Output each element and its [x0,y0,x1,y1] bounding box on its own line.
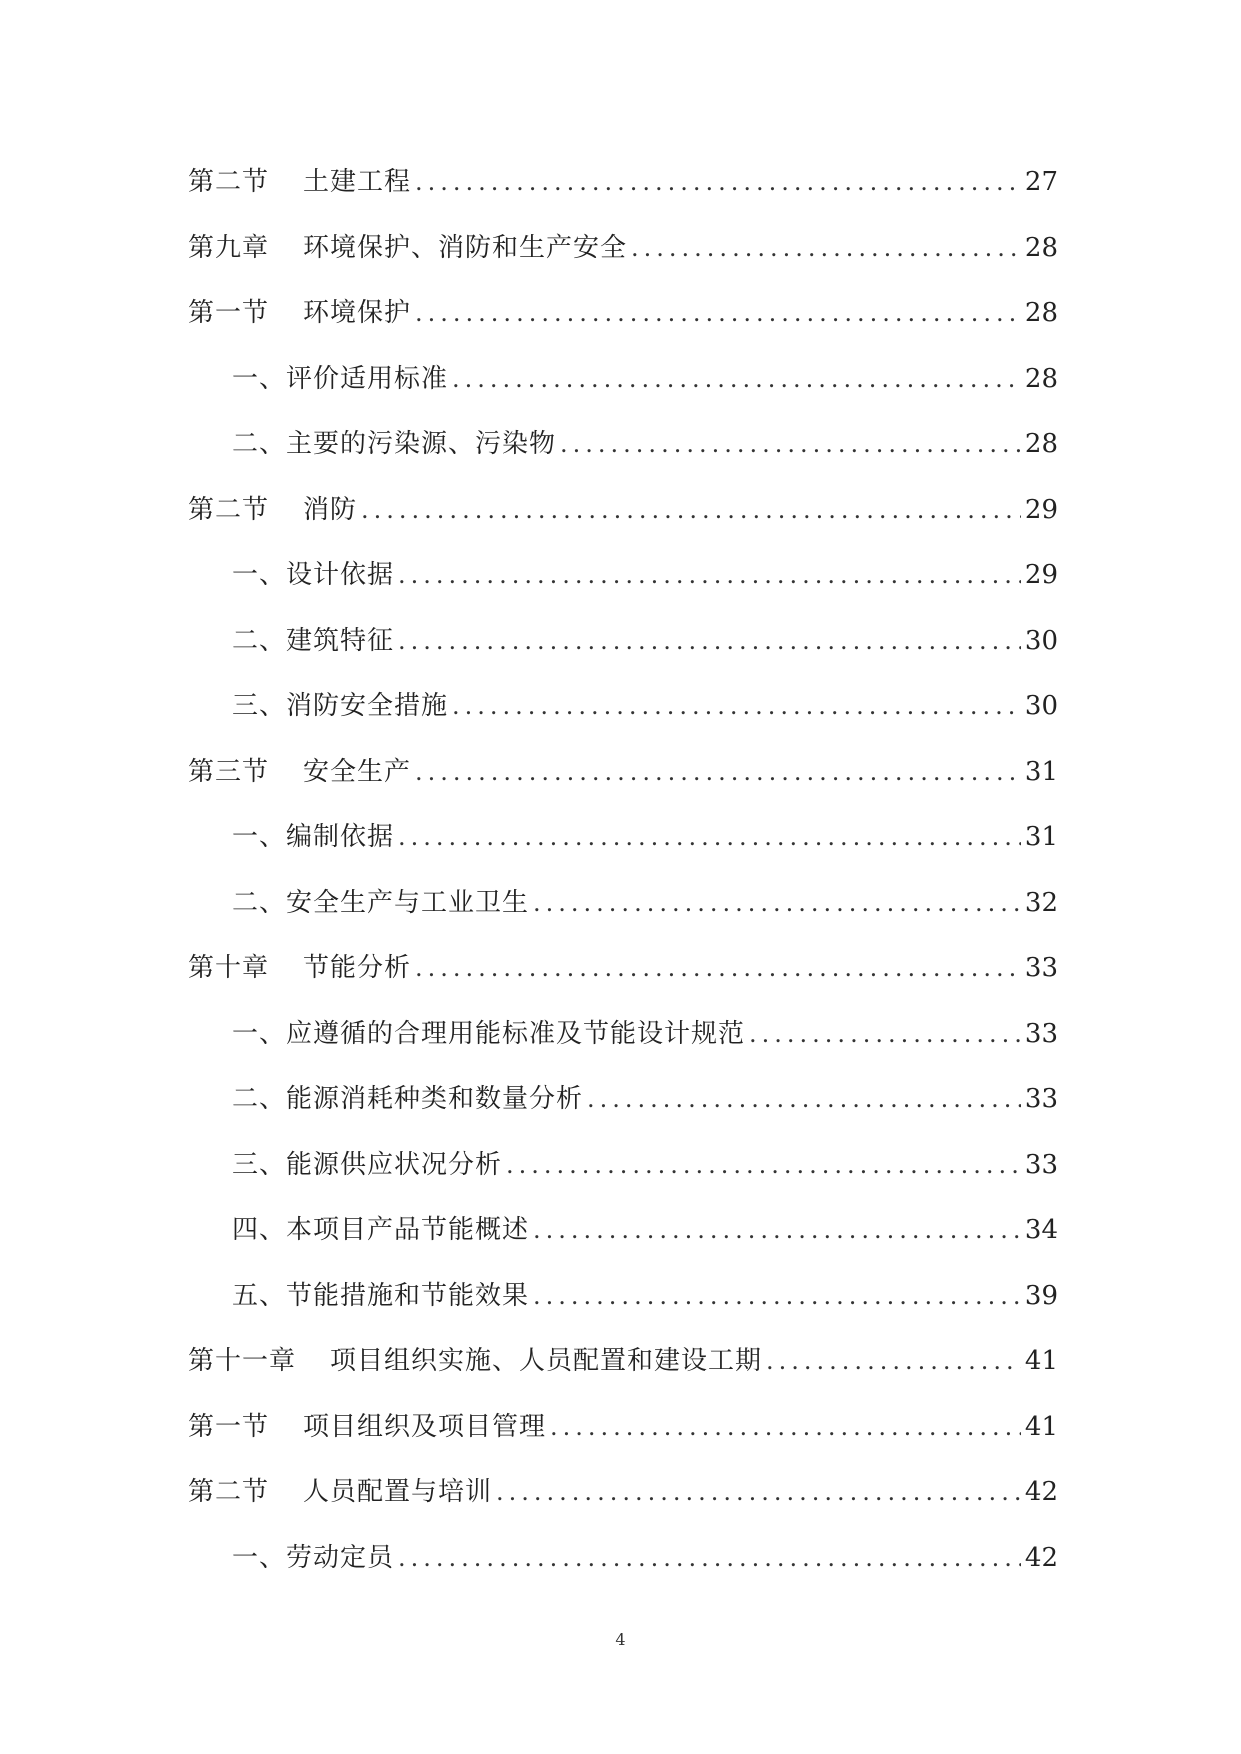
toc-entry-prefix: 五、 [232,1280,287,1311]
toc-dot-leader [766,1329,1021,1395]
toc-entry-label [232,412,556,478]
toc-entry[interactable] [188,216,1058,282]
toc-entry[interactable] [188,1460,1058,1526]
toc-entry-title: 节能措施和节能效果 [286,1280,530,1311]
toc-entry-prefix: 三、 [232,691,287,721]
toc-entry-label [232,543,394,609]
toc-entry-prefix: 第一节 [188,298,270,328]
toc-entry-prefix: 四、 [232,1215,287,1245]
toc-entry[interactable] [188,1002,1058,1068]
toc-entry-prefix: 一、 [232,560,287,590]
toc-entry-label [232,1526,394,1592]
toc-entry-title: 消防 [303,494,358,525]
toc-entry-label [232,347,448,413]
toc-entry-prefix: 一、 [232,363,287,394]
toc-dot-leader [415,150,1021,216]
toc-entry-page-number: 42 [1024,1477,1058,1507]
toc-entry-prefix: 第三节 [188,756,270,787]
toc-entry[interactable] [188,740,1058,806]
toc-entry-prefix: 一、 [232,1542,287,1573]
toc-entry-title: 本项目产品节能概述 [286,1215,530,1245]
toc-entry-prefix: 三、 [232,1149,287,1180]
toc-entry-page-number: 29 [1024,560,1058,590]
toc-dot-leader [361,478,1021,544]
toc-entry-prefix: 二、 [232,429,287,459]
toc-entry[interactable] [188,412,1058,478]
toc-entry-label [188,216,627,282]
toc-entry[interactable] [188,347,1058,413]
toc-entry-page-number: 34 [1024,1215,1058,1245]
toc-entry-page-number: 31 [1024,822,1058,852]
toc-entry-page-number: 28 [1024,429,1058,459]
toc-entry-label [232,1002,745,1068]
toc-dot-leader [533,1264,1021,1330]
toc-entry-page-number: 39 [1024,1280,1058,1311]
toc-entry-label [188,936,411,1002]
toc-entry[interactable] [188,871,1058,937]
toc-dot-leader [452,347,1021,413]
toc-entry-title: 环境保护、消防和生产安全 [303,232,628,263]
toc-entry-label [232,1067,583,1133]
toc-entry[interactable] [188,1395,1058,1461]
toc-entry[interactable] [188,1329,1058,1395]
toc-entry-title: 主要的污染源、污染物 [286,429,557,459]
toc-entry-title: 安全生产 [303,756,412,787]
toc-entry-page-number: 31 [1024,756,1058,787]
toc-entry-prefix: 一、 [232,822,287,852]
toc-entry-prefix: 二、 [232,1084,287,1114]
toc-entry-label [188,1460,492,1526]
toc-entry-page-number: 33 [1024,953,1058,983]
toc-entry-label [188,1395,546,1461]
toc-entry-label [232,805,394,871]
toc-dot-leader [415,281,1021,347]
toc-entry-page-number: 41 [1024,1346,1058,1376]
toc-entry-page-number: 42 [1024,1542,1058,1573]
toc-entry-title: 劳动定员 [286,1542,395,1573]
toc-entry-title: 应遵循的合理用能标准及节能设计规范 [286,1018,746,1049]
toc-dot-leader [533,1198,1021,1264]
toc-entry-page-number: 32 [1024,887,1058,918]
toc-entry-label [232,1133,502,1199]
toc-entry-label [188,1329,762,1395]
toc-entry-label [188,150,411,216]
toc-entry-label [188,281,411,347]
toc-dot-leader [398,609,1021,675]
toc-entry-label [232,871,529,937]
toc-entry-label [188,478,357,544]
toc-entry[interactable] [188,150,1058,216]
toc-entry-title: 评价适用标准 [286,363,449,394]
toc-entry-title: 设计依据 [286,560,395,590]
toc-entry-title: 人员配置与培训 [303,1477,493,1507]
toc-entry-title: 项目组织及项目管理 [303,1411,547,1442]
toc-entry-page-number: 33 [1024,1084,1058,1114]
toc-dot-leader [587,1067,1021,1133]
toc-entry[interactable] [188,936,1058,1002]
toc-entry-page-number: 30 [1024,625,1058,656]
page-number: 4 [615,1630,626,1649]
toc-entry-label [232,1264,529,1330]
toc-dot-leader [452,674,1021,740]
toc-entry-title: 消防安全措施 [286,691,449,721]
toc-entry-label [188,740,411,806]
toc-entry-prefix: 第一节 [188,1411,270,1442]
toc-entry[interactable] [188,674,1058,740]
toc-entry-prefix: 第十一章 [188,1346,297,1376]
toc-entry-title: 项目组织实施、人员配置和建设工期 [330,1346,763,1376]
toc-entry[interactable] [188,1526,1058,1592]
toc-dot-leader [398,1526,1021,1592]
toc-dot-leader [506,1133,1021,1199]
toc-entry-prefix: 第二节 [188,167,270,197]
toc-entry[interactable] [188,805,1058,871]
toc-dot-leader [496,1460,1021,1526]
toc-dot-leader [631,216,1021,282]
toc-entry-page-number: 29 [1024,494,1058,525]
toc-entry[interactable] [188,1133,1058,1199]
toc-entry-title: 土建工程 [303,167,412,197]
toc-entry-title: 能源消耗种类和数量分析 [286,1084,584,1114]
toc-entry-label [232,1198,529,1264]
toc-dot-leader [398,805,1021,871]
toc-entry[interactable] [188,1198,1058,1264]
toc-entry-prefix: 二、 [232,887,287,918]
toc-dot-leader [533,871,1021,937]
toc-dot-leader [398,543,1021,609]
toc-entry-label [232,674,448,740]
toc-entry-page-number: 30 [1024,691,1058,721]
toc-entry[interactable] [188,1067,1058,1133]
toc-entry[interactable] [188,1264,1058,1330]
toc-dot-leader [749,1002,1021,1068]
toc-dot-leader [560,412,1021,478]
toc-entry-title: 环境保护 [303,298,412,328]
toc-entry-prefix: 一、 [232,1018,287,1049]
toc-entry-page-number: 33 [1024,1018,1058,1049]
toc-entry-prefix: 二、 [232,625,287,656]
toc-entry-page-number: 27 [1024,167,1058,197]
toc-dot-leader [415,740,1021,806]
toc-entry-page-number: 28 [1024,298,1058,328]
toc-entry-title: 安全生产与工业卫生 [286,887,530,918]
table-of-contents [188,150,1058,1591]
toc-dot-leader [550,1395,1021,1461]
toc-entry-title: 能源供应状况分析 [286,1149,503,1180]
toc-dot-leader [415,936,1021,1002]
toc-entry-prefix: 第二节 [188,1477,270,1507]
toc-entry[interactable] [188,281,1058,347]
toc-entry-prefix: 第九章 [188,232,270,263]
toc-entry-prefix: 第二节 [188,494,270,525]
toc-entry[interactable] [188,478,1058,544]
toc-entry-prefix: 第十章 [188,953,270,983]
toc-entry[interactable] [188,543,1058,609]
toc-entry-title: 建筑特征 [286,625,395,656]
toc-entry-label [232,609,394,675]
toc-entry-title: 编制依据 [286,822,395,852]
toc-entry-page-number: 28 [1024,363,1058,394]
toc-entry-page-number: 28 [1024,232,1058,263]
toc-entry-page-number: 33 [1024,1149,1058,1180]
toc-entry[interactable] [188,609,1058,675]
toc-entry-title: 节能分析 [303,953,412,983]
toc-entry-page-number: 41 [1024,1411,1058,1442]
